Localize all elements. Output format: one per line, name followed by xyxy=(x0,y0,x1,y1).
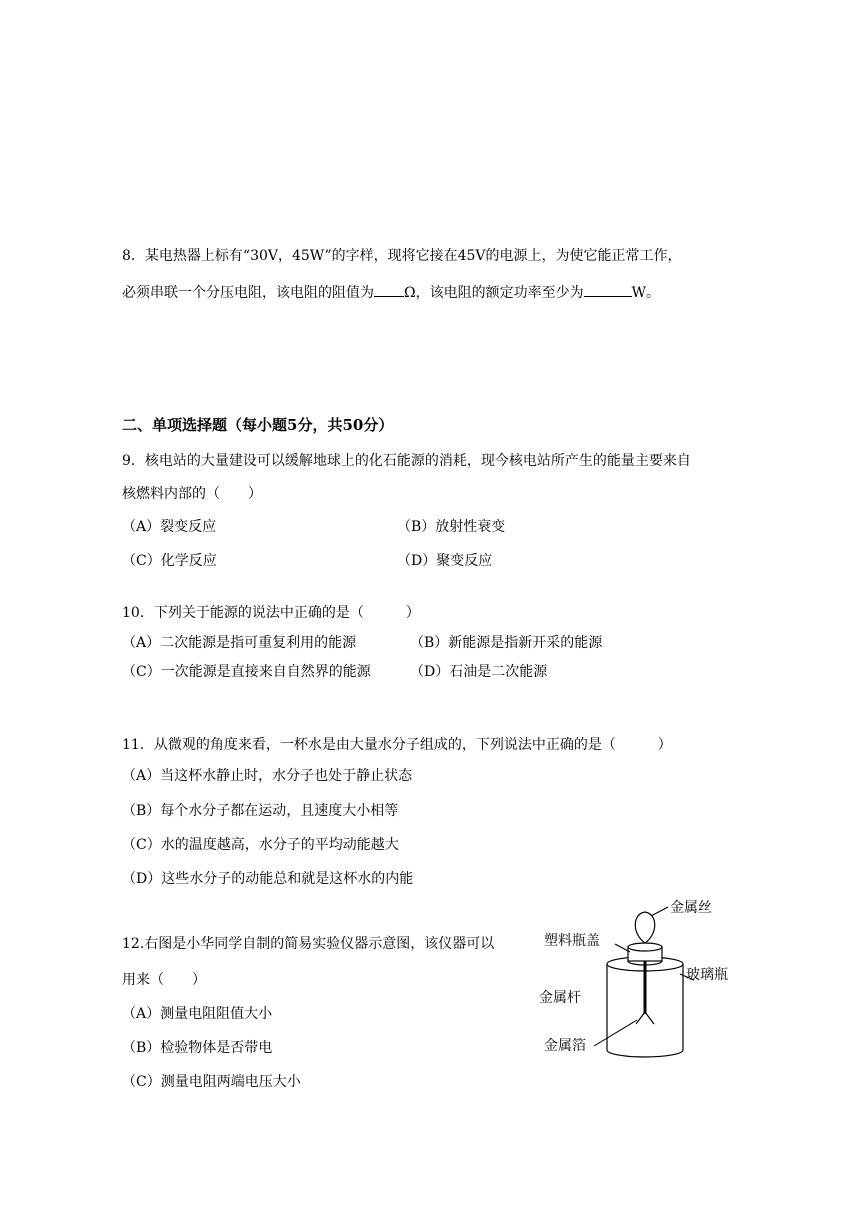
q8-line2 xyxy=(122,282,660,303)
q12-option-b[interactable]: （B）检验物体是否带电 xyxy=(122,1040,273,1056)
q11-option-a[interactable]: （A）当这杯水静止时，水分子也处于静止状态 xyxy=(122,768,413,784)
section2-title: 二、单项选择题（每小题5分，共50分） xyxy=(122,416,394,434)
q8-blank-resistance[interactable] xyxy=(374,282,404,297)
q12-option-a[interactable]: （A）测量电阻阻值大小 xyxy=(122,1006,273,1022)
electroscope-figure xyxy=(520,890,760,1080)
q12-option-c[interactable]: （C）测量电阻两端电压大小 xyxy=(122,1074,301,1090)
q9-option-b[interactable]: （B）放射性衰变 xyxy=(397,519,506,535)
label-glass-bottle: 玻璃瓶 xyxy=(686,967,728,983)
q11-option-d[interactable]: （D）这些水分子的动能总和就是这杯水的内能 xyxy=(122,871,414,887)
q8-line2-part-c: W。 xyxy=(631,285,660,301)
q10-option-c[interactable]: （C）一次能源是直接来自自然界的能源 xyxy=(122,664,371,680)
q10-option-a[interactable]: （A）二次能源是指可重复利用的能源 xyxy=(122,635,357,651)
q8-line2-part-b: Ω，该电阻的额定功率至少为 xyxy=(404,285,584,301)
q10-stem: 10．下列关于能源的说法中正确的是（ ） xyxy=(122,605,420,621)
q11-option-c[interactable]: （C）水的温度越高，水分子的平均动能越大 xyxy=(122,837,399,853)
label-metal-foil: 金属箔 xyxy=(544,1038,586,1054)
q10-option-b[interactable]: （B）新能源是指新开采的能源 xyxy=(410,635,603,651)
label-metal-wire: 金属丝 xyxy=(670,900,712,916)
q9-line2: 核燃料内部的（ ） xyxy=(122,486,262,502)
q8-line1: 8．某电热器上标有“30V，45W”的字样，现将它接在45V的电源上，为使它能正常工作， xyxy=(122,248,682,264)
q12-line1: 12.右图是小华同学自制的简易实验仪器示意图，该仪器可以 xyxy=(122,936,495,952)
q8-blank-power[interactable] xyxy=(584,282,632,297)
label-metal-rod: 金属杆 xyxy=(539,990,581,1006)
q9-line1: 9．核电站的大量建设可以缓解地球上的化石能源的消耗，现今核电站所产生的能量主要来自 xyxy=(122,453,691,469)
q12-line2: 用来（ ） xyxy=(122,972,206,988)
label-plastic-cap: 塑料瓶盖 xyxy=(544,933,600,949)
q11-stem: 11．从微观的角度来看，一杯水是由大量水分子组成的，下列说法中正确的是（ ） xyxy=(122,737,672,753)
metal-wire-loop xyxy=(635,912,655,943)
q9-option-d[interactable]: （D）聚变反应 xyxy=(397,553,493,569)
q9-option-c[interactable]: （C）化学反应 xyxy=(122,553,217,569)
q8-line2-part-a: 必须串联一个分压电阻，该电阻的阻值为 xyxy=(122,285,374,301)
q10-option-d[interactable]: （D）石油是二次能源 xyxy=(410,664,548,680)
q11-option-b[interactable]: （B）每个水分子都在运动，且速度大小相等 xyxy=(122,803,399,819)
q9-option-a[interactable]: （A）裂变反应 xyxy=(122,519,217,535)
